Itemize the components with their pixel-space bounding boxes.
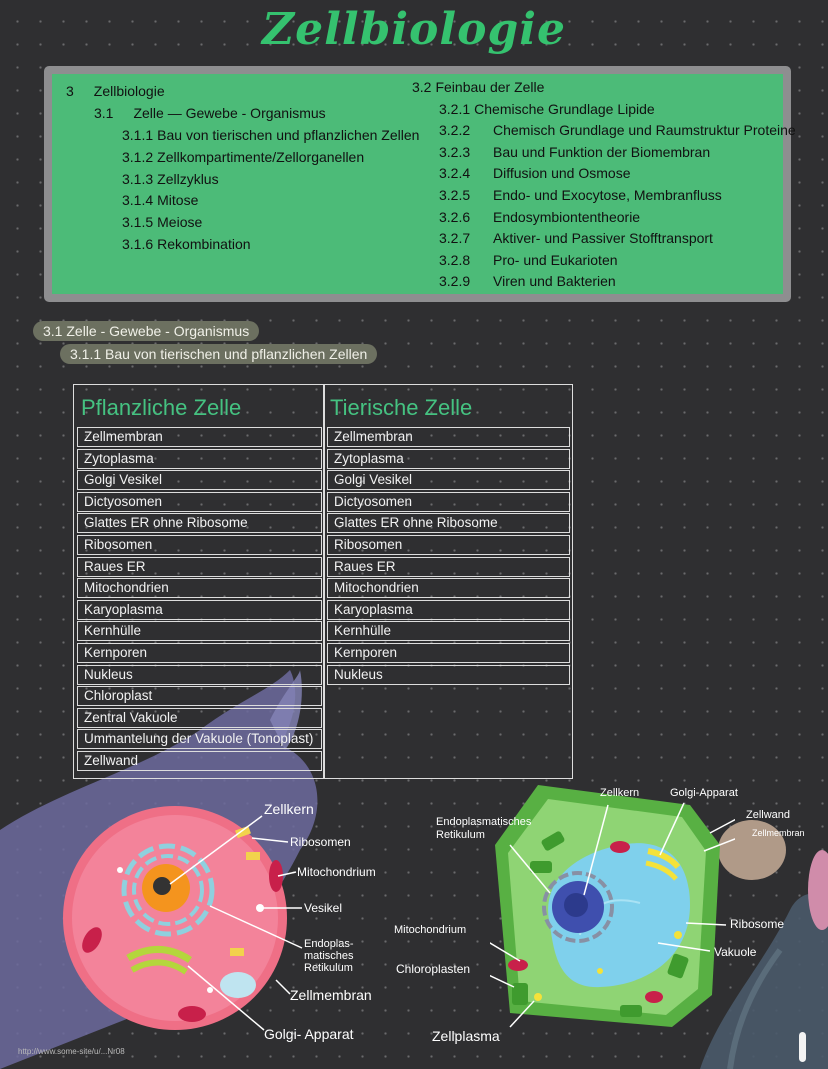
toc-left-item (122, 236, 251, 252)
table-cell-plant: Ummantelung der Vakuole (Tonoplast) (77, 729, 322, 749)
column-divider (323, 385, 325, 778)
toc-item-number: 3.2.2 (439, 122, 471, 139)
toc-item-number: 3.1.5 (122, 214, 154, 230)
label-plant-chloroplasten: Chloroplasten (396, 962, 471, 976)
toc-right-item (439, 165, 630, 181)
table-cell-animal: Mitochondrien (327, 578, 570, 598)
label-plant-ribosome: Ribosome (730, 917, 785, 931)
label-animal-zellmembran: Zellmembran (290, 987, 372, 1003)
toc-item-number: 3.2.9 (439, 273, 471, 290)
toc-item-text: Meiose (157, 214, 203, 230)
label-plant-golgi: Golgi-Apparat (670, 787, 738, 799)
toc-item-text: Chemisch Grundlage und Raumstruktur Proteine (493, 122, 796, 139)
table-cell-plant: Mitochondrien (77, 578, 322, 598)
label-animal-ribosomen: Ribosomen (290, 835, 351, 849)
table-cell-animal: Golgi Vesikel (327, 470, 570, 490)
animal-cell-illustration (40, 780, 370, 1050)
label-animal-zellkern: Zellkern (264, 801, 314, 817)
toc-right-item (439, 122, 796, 138)
toc-right-item (439, 230, 713, 246)
toc-item-number: 3.1 (94, 105, 114, 121)
toc-item-text: Zellbiologie (93, 83, 165, 99)
label-animal-golgi: Golgi- Apparat (264, 1026, 354, 1042)
table-cell-animal: Nukleus (327, 665, 570, 685)
toc-item-number: 3.1.4 (122, 192, 154, 208)
toc-item-number: 3.2.7 (439, 230, 471, 247)
table-cell-animal: Zellmembran (327, 427, 570, 447)
toc-item-text: Rekombination (157, 236, 251, 252)
table-cell-plant: Zentral Vakuole (77, 708, 322, 728)
header-plant-cell: Pflanzliche Zelle (81, 395, 242, 420)
table-cell-animal: Raues ER (327, 557, 570, 577)
table-cell-animal: Glattes ER ohne Ribosome (327, 513, 570, 533)
toc-item-number: 3.1.3 (122, 171, 154, 187)
table-cell-plant: Zellwand (77, 751, 322, 771)
table-cell-plant: Karyoplasma (77, 600, 322, 620)
table-cell-plant: Ribosomen (77, 535, 322, 555)
toc-left-item (122, 149, 364, 165)
label-animal-er: Endoplas- matisches Retikulum (304, 938, 354, 974)
toc-right-item (439, 187, 722, 203)
table-cell-plant: Kernhülle (77, 621, 322, 641)
toc-item-text: Bau von tierischen und pflanzlichen Zellen (157, 127, 420, 143)
table-cell-plant: Dictyosomen (77, 492, 322, 512)
toc-right-item (439, 144, 710, 160)
plant-cell-illustration (490, 775, 735, 1040)
label-plant-zellplasma: Zellplasma (432, 1028, 500, 1044)
toc-item-number: 3.2.4 (439, 165, 471, 182)
toc-left-item (122, 192, 198, 208)
table-cell-animal: Dictyosomen (327, 492, 570, 512)
toc-item-number: 3.1.1 (122, 127, 154, 143)
scrollbar-thumb[interactable] (799, 1032, 806, 1062)
label-animal-mitochondrium: Mitochondrium (297, 865, 376, 879)
table-cell-plant: Zellmembran (77, 427, 322, 447)
footer-url: http://www.some-site/u/...Nr08 (18, 1047, 125, 1056)
toc-item-text: Zellzyklus (157, 171, 219, 187)
section-heading: 3.1 Zelle - Gewebe - Organismus (33, 321, 259, 341)
toc-item-text: Zelle — Gewebe - Organismus (133, 105, 326, 121)
label-plant-mitochondrium: Mitochondrium (394, 924, 467, 936)
table-cell-plant: Kernporen (77, 643, 322, 663)
toc-item-text: Aktiver- und Passiver Stofftransport (493, 230, 713, 247)
toc-right-item (439, 252, 618, 268)
toc-right-item (439, 101, 655, 117)
toc-item-number: 3.2.8 (439, 251, 471, 268)
table-cell-plant: Golgi Vesikel (77, 470, 322, 490)
table-cell-animal: Karyoplasma (327, 600, 570, 620)
toc-item-number: 3.2.1 (439, 100, 471, 117)
toc-item-text: Feinbau der Zelle (435, 79, 545, 95)
toc-item-number: 3.2 (412, 79, 432, 95)
toc-item-text: Chemische Grundlage Lipide (474, 100, 655, 117)
toc-left-item (122, 127, 419, 143)
toc-item-number: 3.2.3 (439, 143, 471, 160)
header-animal-cell: Tierische Zelle (330, 395, 473, 420)
toc-item-text: Zellkompartimente/Zellorganellen (157, 149, 365, 165)
toc-right-item (412, 79, 544, 95)
toc-item-text: Endo- und Exocytose, Membranfluss (493, 187, 722, 203)
label-plant-er: Endoplasmatisches Retikulum (436, 816, 532, 841)
toc-item-number: 3 (66, 83, 74, 99)
table-cell-plant: Raues ER (77, 557, 322, 577)
table-cell-animal: Ribosomen (327, 535, 570, 555)
toc-item-text: Diffusion und Osmose (493, 165, 631, 182)
table-cell-plant: Glattes ER ohne Ribosome (77, 513, 322, 533)
toc-box (44, 66, 796, 302)
label-plant-zellmembran: Zellmembran (752, 828, 805, 838)
toc-item-text: Viren und Bakterien (493, 273, 616, 290)
toc-right-item (439, 209, 640, 225)
section-subheading: 3.1.1 Bau von tierischen und pflanzlichen Zellen (60, 344, 377, 364)
toc-left-item (66, 83, 165, 99)
label-plant-zellkern: Zellkern (600, 787, 640, 799)
page-title: Zellbiologie (262, 4, 566, 55)
toc-panel (52, 74, 796, 294)
toc-left-item (122, 214, 202, 230)
toc-item-number: 3.1.6 (122, 236, 154, 252)
toc-item-text: Mitose (157, 192, 199, 208)
table-cell-plant: Nukleus (77, 665, 322, 685)
table-cell-animal: Zytoplasma (327, 449, 570, 469)
cell-comparison-table (73, 384, 573, 779)
label-plant-vakuole: Vakuole (714, 945, 757, 959)
toc-item-number: 3.2.6 (439, 208, 471, 225)
table-cell-animal: Kernhülle (327, 621, 570, 641)
toc-item-number: 3.1.2 (122, 149, 154, 165)
table-cell-plant: Zytoplasma (77, 449, 322, 469)
toc-item-text: Bau und Funktion der Biomembran (493, 143, 711, 160)
toc-left-item (94, 105, 326, 121)
toc-right-item (439, 273, 616, 289)
table-cell-animal: Kernporen (327, 643, 570, 663)
toc-item-text: Endosymbiontentheorie (493, 208, 641, 225)
toc-item-text: Pro- und Eukarioten (493, 251, 618, 268)
label-animal-vesikel: Vesikel (304, 901, 343, 915)
toc-left-item (122, 171, 219, 187)
table-cell-plant: Chloroplast (77, 686, 322, 706)
label-plant-zellwand: Zellwand (746, 809, 791, 821)
toc-item-number: 3.2.5 (439, 187, 471, 203)
